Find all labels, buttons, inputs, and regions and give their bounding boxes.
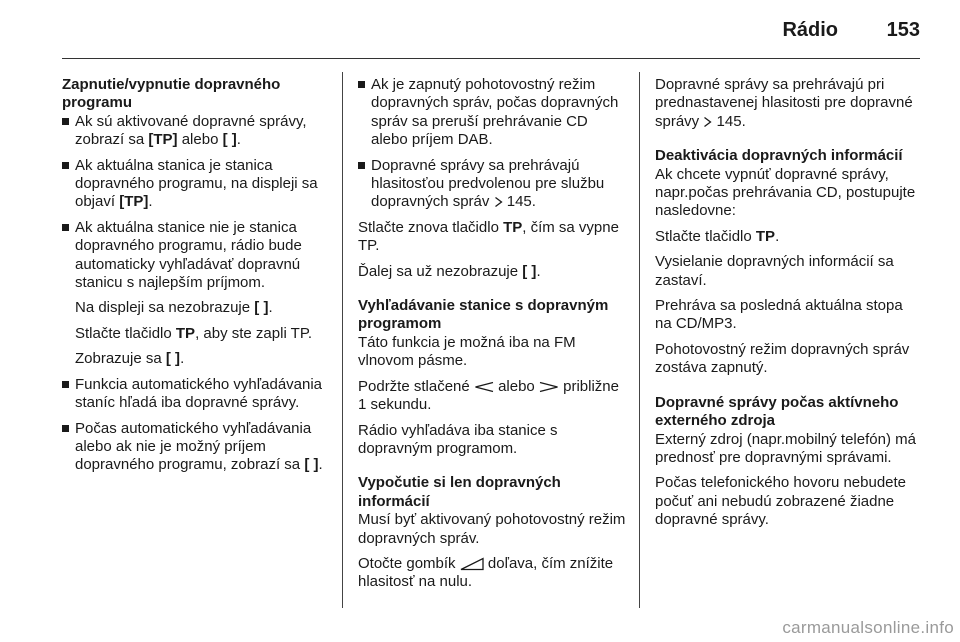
square-bullet-icon: [358, 81, 365, 88]
volume-knob-icon: [460, 557, 484, 571]
column-divider: [342, 72, 343, 608]
list-item: Funkcia automatického vyhľadávania staníc hľadá iba dopravné správy.: [62, 376, 330, 413]
paragraph: Ďalej sa už nezobrazuje [ ].: [358, 262, 541, 280]
watermark: carmanualsonline.info: [782, 618, 954, 637]
sub-paragraph: Zobrazuje sa [ ].: [75, 350, 185, 368]
paragraph: Vysielanie dopravných informácií sa zastaví.: [655, 253, 894, 289]
sub-paragraph: Stlačte tlačidlo TP, aby ste zapli TP.: [75, 324, 313, 342]
heading-traffic-info-only: Vypočutie si len dopravných informácií: [358, 474, 561, 510]
page-reference[interactable]: 145: [716, 112, 742, 130]
heading-traffic-program: Zapnutie/vypnutie dopravného programu: [62, 76, 281, 112]
page-reference[interactable]: 145: [506, 193, 532, 211]
paragraph: Musí byť aktivovaný pohotovostný režim dopravných správ.: [358, 511, 626, 547]
heading-deactivate-traffic-info: Deaktivácia dopravných informácií: [655, 147, 903, 165]
square-bullet-icon: [62, 224, 69, 231]
column-3: [655, 76, 923, 537]
paragraph: Stlačte tlačidlo TP.: [655, 227, 780, 245]
column-1: [62, 76, 330, 482]
bullet-list: [358, 76, 626, 212]
bullet-list: [62, 113, 330, 293]
square-bullet-icon: [62, 381, 69, 388]
paragraph: Ak chcete vypnúť dopravné správy, napr.počas prehrávania CD, postupujte nasledovne:: [655, 165, 916, 220]
section-title: Rádio: [782, 19, 838, 41]
paragraph: Táto funkcia je možná iba na FM vlnovom pásme.: [358, 333, 576, 370]
seek-right-triangle-icon: [539, 381, 559, 393]
paragraph: Externý zdroj (napr.mobilný telefón) má prednosť pre dopravnými správami.: [655, 430, 916, 466]
square-bullet-icon: [62, 118, 69, 125]
paragraph: Stlačte znova tlačidlo TP, čím sa vypne TP.: [358, 218, 619, 255]
paragraph: Rádio vyhľadáva iba stanice s dopravným programom.: [358, 421, 558, 457]
heading-external-source: Dopravné správy počas aktívneho externého zdroja: [655, 393, 899, 430]
heading-station-search: Vyhľadávanie stanice s dopravným programom: [358, 297, 609, 333]
list-item: Ak sú aktivované dopravné správy, zobrazí sa [TP] alebo [ ].: [62, 113, 330, 150]
paragraph: Počas telefonického hovoru nebudete počuť ani nebudú zobrazené žiadne dopravné správy.: [655, 474, 907, 529]
bullet-list: [62, 376, 330, 475]
list-item: Dopravné správy sa prehrávajú hlasitosťou predvolenou pre službu dopravných správ 145.: [358, 157, 626, 212]
seek-left-triangle-icon: [474, 381, 494, 393]
page-reference-arrow-icon[interactable]: [494, 196, 503, 208]
paragraph: Prehráva sa posledná aktuálna stopa na CD/MP3.: [655, 297, 903, 333]
list-item: Ak aktuálna stanice nie je stanica dopravného programu, rádio bude automaticky vyhľadávať dopravnú stanicu s najlepším príjmom.: [62, 219, 330, 293]
list-item: Počas automatického vyhľadávania alebo ak nie je možný príjem dopravného programu, zobrazí sa [ ].: [62, 420, 330, 475]
list-item: Ak aktuálna stanica je stanica dopravného programu, na displeji sa objaví [TP].: [62, 157, 330, 212]
square-bullet-icon: [62, 425, 69, 432]
paragraph: Podržte stlačené alebo približne 1 sekundu.: [358, 377, 619, 414]
square-bullet-icon: [358, 162, 365, 169]
column-2: [358, 76, 626, 599]
paragraph: Pohotovostný režim dopravných správ zostáva zapnutý.: [655, 340, 910, 377]
paragraph: Dopravné správy sa prehrávajú pri prednastavenej hlasitosti pre dopravné správy 145.: [655, 76, 913, 130]
column-divider: [639, 72, 640, 608]
page-number: 153: [886, 19, 920, 41]
list-item: Ak je zapnutý pohotovostný režim dopravných správ, počas dopravných správ sa preruší prehrávanie CD alebo príjem DAB.: [358, 76, 626, 150]
page-reference-arrow-icon[interactable]: [703, 116, 712, 128]
sub-paragraph: Na displeji sa nezobrazuje [ ].: [75, 299, 273, 317]
square-bullet-icon: [62, 162, 69, 169]
page-header: [62, 0, 920, 59]
paragraph: Otočte gombík doľava, čím znížite hlasitosť na nulu.: [358, 554, 614, 591]
